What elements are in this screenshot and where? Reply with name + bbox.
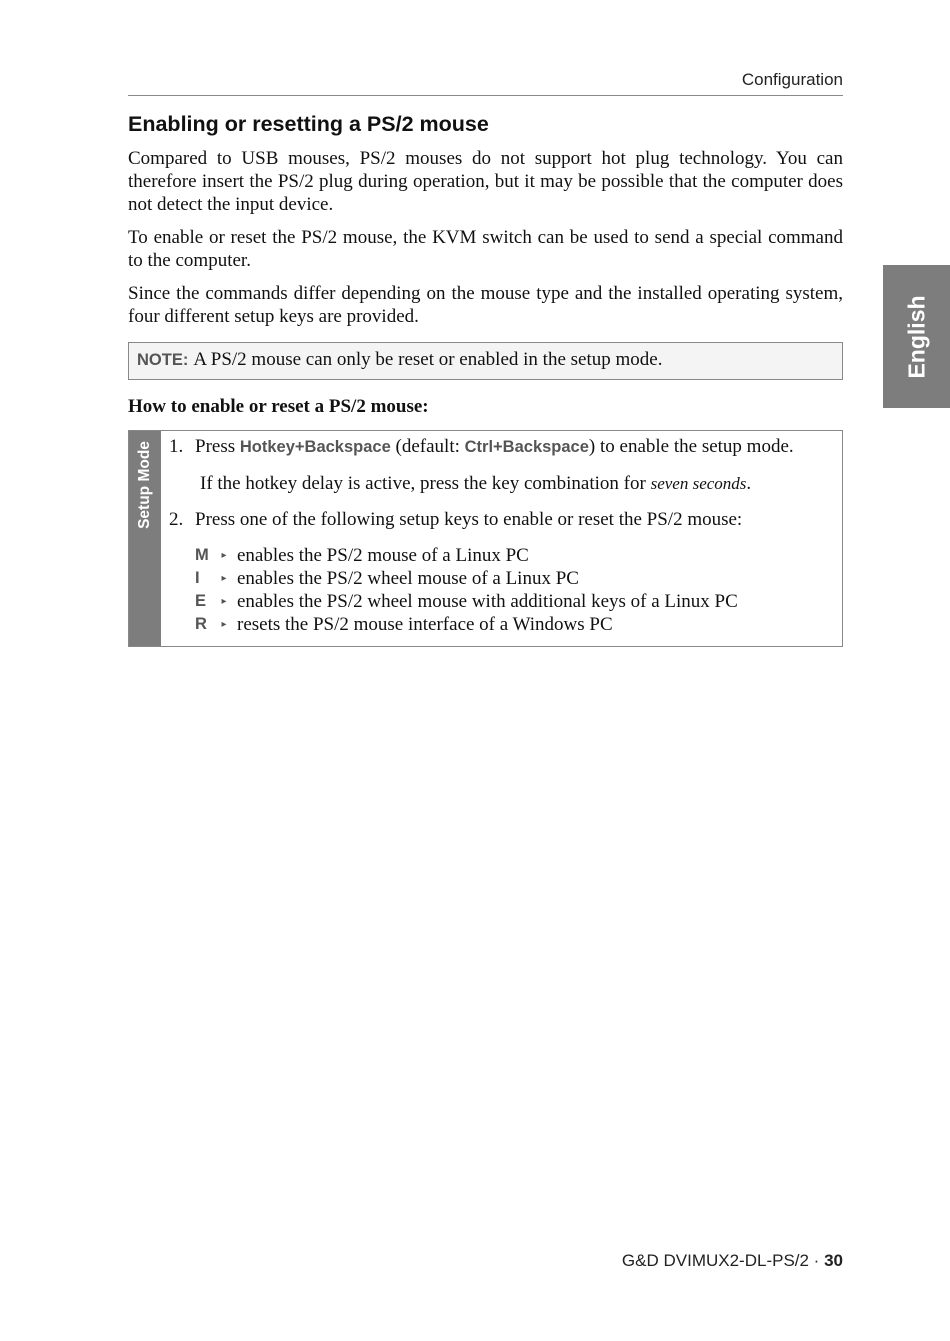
paragraph: To enable or reset the PS/2 mouse, the KVM switch can be used to send a special command to the computer. [128, 227, 843, 271]
hint-text: If the hotkey delay is active, press the key combination for [200, 473, 651, 494]
setup-key: R [195, 615, 207, 633]
hotkey-label: Hotkey+Backspace [239, 438, 391, 456]
running-header: Configuration [741, 70, 843, 89]
setup-key-item [195, 613, 832, 636]
steps-list [161, 431, 842, 646]
setup-key-description: enables the PS/2 mouse of a Linux PC [237, 545, 529, 566]
hint-text: . [746, 473, 752, 494]
setup-mode-label: Setup Mode [136, 441, 153, 529]
setup-key-item [195, 567, 832, 590]
language-tab [883, 265, 950, 408]
setup-key-description: enables the PS/2 wheel mouse of a Linux PC [237, 568, 579, 589]
note-box [128, 342, 843, 380]
step-text: Press one of the following setup keys to enable or reset the PS/2 mouse: [195, 509, 743, 530]
triangle-right-icon: ▸ [221, 550, 227, 561]
setup-key-description: enables the PS/2 wheel mouse with additional keys of a Linux PC [237, 591, 738, 612]
setup-key-description: resets the PS/2 mouse interface of a Windows PC [237, 614, 613, 635]
paragraph: Compared to USB mouses, PS/2 mouses do not support hot plug technology. You can therefore insert the PS/2 plug during operation, but it may be possible that the computer does not detect the input device. [128, 148, 843, 215]
setup-mode-box [128, 430, 843, 647]
setup-key-item [195, 590, 832, 613]
setup-key: E [195, 592, 207, 610]
main-content [128, 112, 843, 647]
page-footer [622, 1251, 843, 1271]
step-number: 2. [169, 509, 184, 530]
step-text-part: (default: [390, 436, 465, 457]
step-text [195, 435, 794, 459]
step-number: 1. [169, 436, 184, 457]
triangle-right-icon: ▸ [221, 573, 227, 584]
hotkey-delay-hint [200, 472, 832, 495]
note-label: NOTE: [137, 351, 189, 369]
setup-key: I [195, 569, 200, 587]
note-text: A PS/2 mouse can only be reset or enabled in the setup mode. [193, 349, 663, 370]
paragraph: Since the commands differ depending on the mouse type and the installed operating system, four different setup keys are provided. [128, 283, 843, 327]
step-1 [169, 435, 832, 459]
howto-heading: How to enable or reset a PS/2 mouse: [128, 396, 429, 417]
step-text-part: ) to enable the setup mode. [588, 436, 794, 457]
triangle-right-icon: ▸ [221, 596, 227, 607]
default-hotkey-label: Ctrl+Backspace [464, 438, 589, 456]
setup-key-item [195, 544, 832, 567]
footer-product: G&D DVIMUX2-DL-PS/2 · [621, 1251, 825, 1270]
page-number: 30 [824, 1251, 843, 1270]
triangle-right-icon: ▸ [221, 619, 227, 630]
hint-emphasis: seven seconds [650, 474, 747, 493]
step-2 [169, 508, 832, 531]
header-divider [128, 95, 843, 96]
setup-mode-tab [129, 431, 161, 646]
section-title: Enabling or resetting a PS/2 mouse [128, 112, 489, 136]
setup-key-list [195, 544, 832, 636]
setup-key: M [195, 546, 209, 564]
step-text-part: Press [195, 436, 240, 457]
language-tab-label: English [903, 294, 929, 379]
